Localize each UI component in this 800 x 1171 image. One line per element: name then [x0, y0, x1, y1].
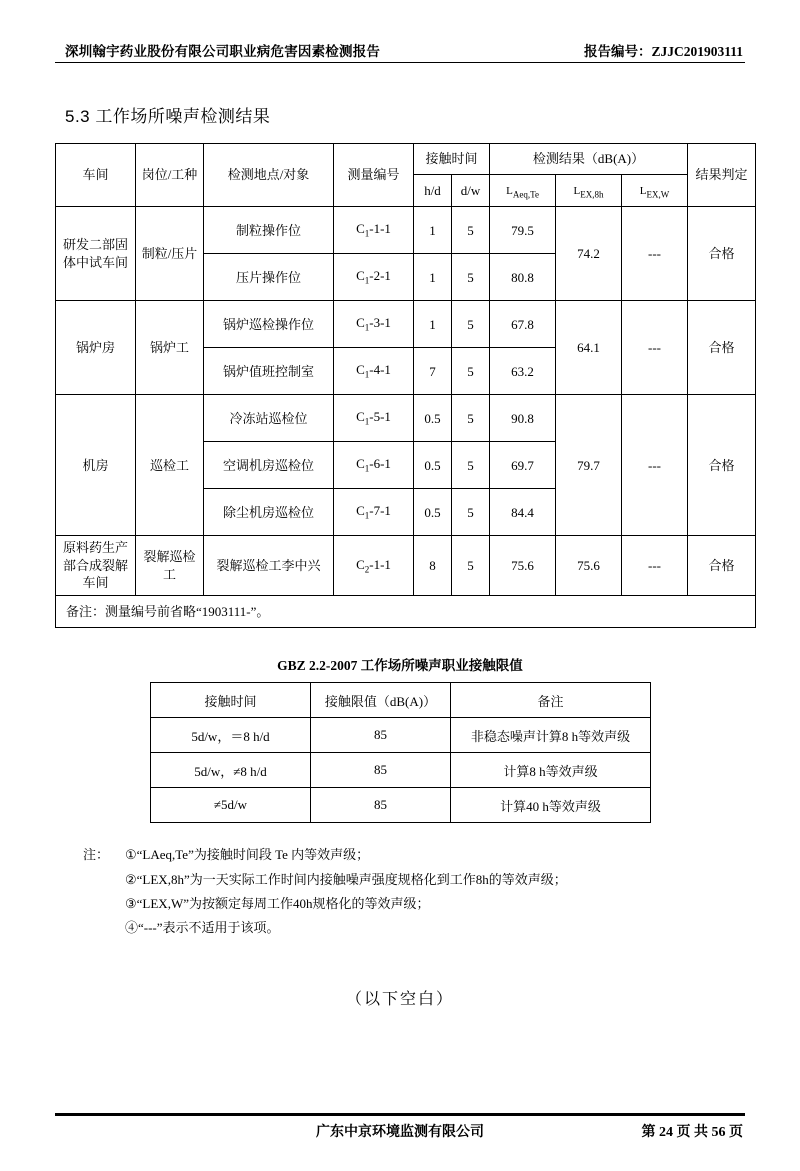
col-header-workshop: 车间 [56, 144, 136, 207]
document-header [55, 40, 745, 74]
cell-lexw: --- [622, 536, 688, 596]
sample-suffix: -2-1 [369, 268, 391, 284]
cell-hd: 1 [414, 207, 452, 254]
cell-location: 除尘机房巡检位 [204, 489, 334, 536]
cell-dw: 5 [452, 301, 490, 348]
cell-workshop: 机房 [56, 395, 136, 536]
sample-sub: 1 [364, 276, 370, 286]
cell-lexw: --- [622, 207, 688, 301]
lex8h-main: L [573, 184, 581, 197]
header-divider [55, 62, 745, 63]
document-page [0, 40, 800, 1171]
sample-prefix: C [356, 503, 365, 519]
col-header-sample-no: 测量编号 [334, 144, 414, 207]
cell-location: 裂解巡检工李中兴 [204, 536, 334, 596]
sample-sub: 1 [364, 323, 370, 333]
cell-dw: 5 [452, 536, 490, 596]
col-header-hd: h/d [414, 174, 452, 207]
header-report-number: 报告编号：ZJJC201903111 [583, 44, 743, 59]
cell-sample-no [334, 254, 414, 301]
note-item: ③“LEX,W”为按额定每周工作40h规格化的等效声级； [125, 895, 430, 911]
cell-dw: 5 [452, 395, 490, 442]
cell-location: 锅炉巡检操作位 [204, 301, 334, 348]
table-footnote: 备注：测量编号前省略“1903111-”。 [56, 595, 756, 628]
laeq-main: L [506, 184, 513, 197]
col-header-lex8h [556, 174, 622, 207]
cell-sample-no [334, 395, 414, 442]
cell-dw: 5 [452, 442, 490, 489]
footer-company: 广东中京环境监测有限公司 [316, 1125, 484, 1140]
limit-cell-remark: 计算8 h等效声级 [451, 753, 651, 788]
table-footnote-row [56, 595, 756, 628]
sample-suffix: -3-1 [369, 315, 391, 331]
sample-prefix: C [356, 362, 365, 378]
lex8h-sub: EX,8h [580, 189, 604, 200]
cell-hd: 1 [414, 301, 452, 348]
cell-workshop: 原料药生产部合成裂解车间 [56, 536, 136, 596]
limit-table-row [151, 753, 651, 788]
col-header-exposure-time: 接触时间 [414, 144, 490, 175]
cell-dw: 5 [452, 489, 490, 536]
cell-hd: 0.5 [414, 442, 452, 489]
cell-sample-no [334, 536, 414, 596]
blank-note: （以下空白） [345, 990, 454, 1008]
col-header-dw: d/w [452, 174, 490, 207]
cell-post: 制粒/压片 [136, 207, 204, 301]
cell-lexw: --- [622, 301, 688, 395]
limit-col-header-time: 接触时间 [151, 683, 311, 718]
cell-judgement: 合格 [688, 301, 756, 395]
lexw-main: L [639, 184, 647, 197]
lexw-sub: EX,W [646, 189, 670, 200]
limit-cell-time: 5d/w，＝8 h/d [151, 718, 311, 753]
cell-laeq: 69.7 [490, 442, 556, 489]
sample-prefix: C [356, 456, 365, 472]
cell-laeq: 79.5 [490, 207, 556, 254]
sample-suffix: -7-1 [369, 503, 391, 519]
cell-lex8h: 64.1 [556, 301, 622, 395]
col-header-laeq [490, 174, 556, 207]
limit-col-header-remark: 备注 [451, 683, 651, 718]
table-row [56, 395, 756, 442]
limit-cell-remark: 计算40 h等效声级 [451, 788, 651, 823]
col-header-result-group: 检测结果（dB(A)） [490, 144, 688, 175]
sample-sub: 1 [364, 511, 370, 521]
cell-laeq: 63.2 [490, 348, 556, 395]
sample-suffix: -6-1 [369, 456, 391, 472]
sample-prefix: C [356, 221, 365, 237]
cell-lex8h: 79.7 [556, 395, 622, 536]
table-row [56, 536, 756, 596]
limit-table-row [151, 788, 651, 823]
cell-sample-no [334, 207, 414, 254]
limit-cell-value: 85 [311, 753, 451, 788]
col-header-judgement: 结果判定 [688, 144, 756, 207]
cell-hd: 7 [414, 348, 452, 395]
limit-table-row [151, 718, 651, 753]
sample-suffix: -1-1 [369, 221, 391, 237]
footer-row [55, 1121, 745, 1143]
cell-hd: 1 [414, 254, 452, 301]
cell-judgement: 合格 [688, 395, 756, 536]
limit-cell-value: 85 [311, 788, 451, 823]
cell-location: 空调机房巡检位 [204, 442, 334, 489]
cell-lex8h: 75.6 [556, 536, 622, 596]
cell-dw: 5 [452, 348, 490, 395]
note-item: ②“LEX,8h”为一天实际工作时间内接触噪声强度规格化到工作8h的等效声级； [125, 871, 567, 887]
sample-sub: 1 [364, 229, 370, 239]
cell-location: 压片操作位 [204, 254, 334, 301]
limit-cell-time: ≠5d/w [151, 788, 311, 823]
cell-workshop: 研发二部固体中试车间 [56, 207, 136, 301]
col-header-post: 岗位/工种 [136, 144, 204, 207]
limit-table-wrap [150, 682, 650, 823]
cell-sample-no [334, 442, 414, 489]
cell-lexw: --- [622, 395, 688, 536]
sample-sub: 2 [364, 564, 370, 575]
sample-suffix: -1-1 [369, 556, 391, 572]
cell-laeq: 84.4 [490, 489, 556, 536]
cell-location: 冷冻站巡检位 [204, 395, 334, 442]
sample-sub: 1 [364, 464, 370, 474]
cell-dw: 5 [452, 254, 490, 301]
note-item: ④“---”表示不适用于该项。 [125, 919, 280, 935]
cell-lex8h: 74.2 [556, 207, 622, 301]
cell-laeq: 80.8 [490, 254, 556, 301]
col-header-lexw [622, 174, 688, 207]
sample-suffix: -4-1 [369, 362, 391, 378]
sample-prefix: C [356, 268, 365, 284]
cell-judgement: 合格 [688, 207, 756, 301]
limit-col-header-value: 接触限值（dB(A)） [311, 683, 451, 718]
cell-hd: 8 [414, 536, 452, 596]
sample-prefix: C [356, 315, 365, 331]
limit-cell-value: 85 [311, 718, 451, 753]
cell-workshop: 锅炉房 [56, 301, 136, 395]
table-header-row-1 [56, 144, 756, 175]
cell-sample-no [334, 489, 414, 536]
limit-table-title: GBZ 2.2-2007 工作场所噪声职业接触限值 [277, 658, 523, 674]
limit-table [150, 682, 651, 823]
cell-sample-no [334, 348, 414, 395]
cell-judgement: 合格 [688, 536, 756, 596]
cell-location: 锅炉值班控制室 [204, 348, 334, 395]
cell-location: 制粒操作位 [204, 207, 334, 254]
cell-sample-no [334, 301, 414, 348]
table-row [56, 207, 756, 254]
document-footer [55, 1113, 745, 1143]
col-header-location: 检测地点/对象 [204, 144, 334, 207]
limit-header-row [151, 683, 651, 718]
sample-sub: 1 [364, 417, 370, 427]
cell-post: 锅炉工 [136, 301, 204, 395]
cell-laeq: 90.8 [490, 395, 556, 442]
cell-hd: 0.5 [414, 489, 452, 536]
cell-dw: 5 [452, 207, 490, 254]
laeq-sub: Aeq,Te [512, 189, 539, 200]
cell-post: 裂解巡检工 [136, 536, 204, 596]
sample-prefix: C [356, 409, 365, 425]
cell-hd: 0.5 [414, 395, 452, 442]
section-title: 5.3 工作场所噪声检测结果 [65, 107, 271, 126]
cell-post: 巡检工 [136, 395, 204, 536]
table-row [56, 301, 756, 348]
notes-label: 注： [83, 847, 110, 863]
limit-cell-time: 5d/w，≠8 h/d [151, 753, 311, 788]
cell-laeq: 75.6 [490, 536, 556, 596]
cell-laeq: 67.8 [490, 301, 556, 348]
footer-divider [55, 1113, 745, 1116]
note-item: ①“LAeq,Te”为接触时间段 Te 内等效声级； [125, 847, 370, 863]
sample-suffix: -5-1 [369, 409, 391, 425]
noise-results-table [55, 143, 756, 628]
notes-block [83, 843, 745, 939]
sample-sub: 1 [364, 370, 370, 380]
footer-page-number: 第 24 页 共 56 页 [641, 1125, 743, 1140]
limit-cell-remark: 非稳态噪声计算8 h等效声级 [451, 718, 651, 753]
header-title: 深圳翰宇药业股份有限公司职业病危害因素检测报告 [65, 44, 381, 59]
sample-prefix: C [356, 556, 365, 572]
